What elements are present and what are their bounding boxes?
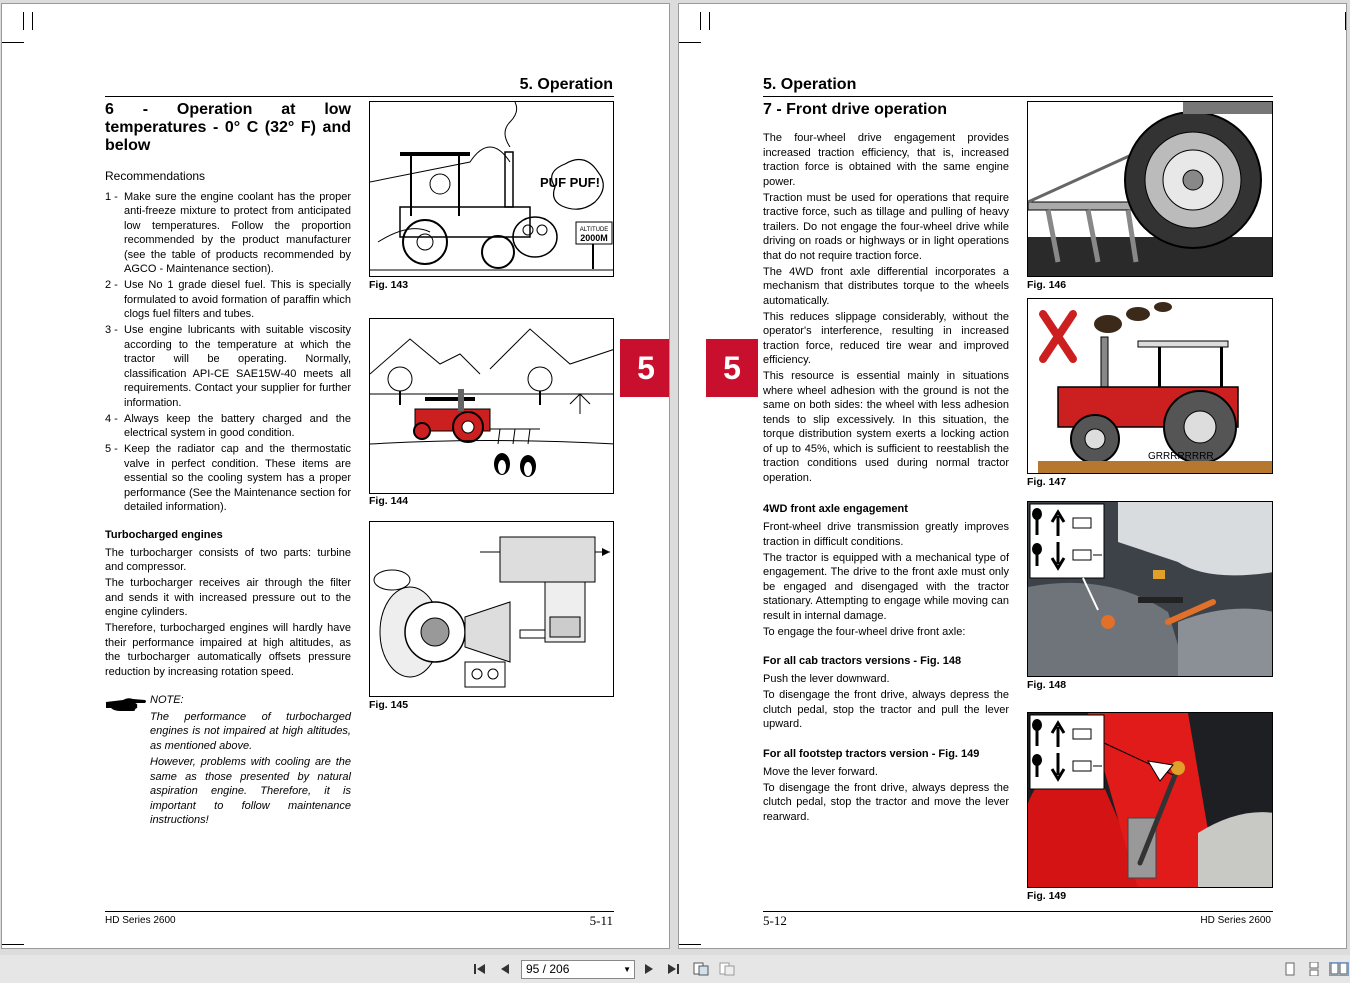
paragraph: To disengage the front drive, always depress the clutch pedal, stop the tractor and move the lever rearward.	[763, 781, 1009, 823]
crop-mark	[2, 42, 24, 43]
crop-mark	[700, 12, 701, 30]
list-item-text: Keep the radiator cap and the thermostatic valve in perfect condition. These items are essential so the cooling system has a proper performance (See the Maintenance section for detailed information).	[124, 443, 351, 513]
turbo-text	[105, 546, 351, 680]
crop-mark	[679, 42, 701, 43]
left-text-column	[105, 101, 351, 830]
crop-mark	[1345, 12, 1346, 30]
right-text-column	[763, 101, 1009, 826]
section-heading: 6 - Operation at low temperatures - 0° C (32° F) and below	[105, 101, 351, 154]
list-item-text: Make sure the engine coolant has the proper anti-freeze mixture to protect from anticipated low temperatures. Follow the proportion recommended by the product manufacturer (see the table of products recommended by AGCO - Maintenance section).	[124, 190, 351, 275]
chevron-down-icon: ▼	[623, 965, 631, 974]
paragraph: Front-wheel drive transmission greatly improves traction in difficult conditions.	[763, 521, 1009, 548]
figure-143-cartoon	[369, 101, 614, 277]
paragraph: This resource is essential mainly in situations where wheel adhesion with the ground is not the same on both sides: the wheel with less adhesion tends to slip excessively. In this situation, the torque distribution system exerts a locking action of up to 45%, which is sufficient to reestablish the traction conditions used during normal tractor operation.	[763, 370, 1009, 484]
paragraph: The turbocharger consists of two parts: turbine and compressor.	[105, 546, 351, 573]
next-page-icon[interactable]	[642, 962, 656, 976]
page-number-select[interactable]	[521, 960, 635, 979]
figure-caption: Fig. 149	[1027, 890, 1067, 902]
turbo-title: Turbocharged engines	[105, 528, 223, 541]
paragraph: This reduces slippage considerably, without the operator's interference, resulting in increased traction force, reduced tire wear and improved efficiency.	[763, 310, 1009, 366]
note-label: NOTE:	[150, 694, 184, 706]
paragraph: The tractor is equipped with a mechanical type of engagement. The drive to the front axle must only be engaged and disengaged with the tractor stationary. Attempting to engage while moving can result in internal damage.	[763, 551, 1009, 622]
figure-caption: Fig. 143	[369, 279, 409, 291]
intro-text	[763, 131, 1009, 485]
paragraph: Therefore, turbocharged engines will hardly have their performance impaired at high altitudes, as the turbocharger automatically offsets pressure reduction by increasing rotation speed.	[105, 622, 351, 678]
list-item-number: 3 -	[105, 324, 118, 336]
paragraph: Push the lever downward.	[763, 673, 890, 685]
figure-caption: Fig. 145	[369, 699, 409, 711]
two-page-view-icon[interactable]	[1329, 962, 1349, 976]
fig143-sign-line1: ALTITUDE	[579, 227, 609, 233]
recommendations-title: Recommendations	[105, 169, 206, 183]
cab-versions-text	[763, 672, 1009, 732]
list-item-text: Use No 1 grade diesel fuel. This is specially formulated to avoid formation of paraffin which clogs fuel filters and tubes.	[124, 279, 351, 320]
figure-145-turbo-diagram	[369, 521, 614, 697]
list-item-text: Always keep the battery charged and the electrical system in good condition.	[124, 412, 351, 439]
footer-page-number: 5-11	[589, 913, 613, 928]
crop-mark	[2, 944, 24, 945]
fit-page-icon[interactable]	[693, 962, 707, 976]
single-page-view-icon[interactable]	[1283, 962, 1297, 976]
header-rule	[763, 96, 1273, 97]
engagement-title: 4WD front axle engagement	[763, 503, 908, 515]
list-item	[105, 442, 351, 515]
section-tab-marker: 5	[620, 339, 670, 397]
paragraph: To engage the four-wheel drive front axle:	[763, 625, 966, 638]
figure-144-cartoon	[369, 318, 614, 494]
fig143-bubble: PUF PUF!	[540, 175, 600, 190]
crop-mark	[669, 12, 670, 30]
list-item-text: Use engine lubricants with suitable viscosity according to the temperature at which the tractor will be operating. Normally, classification API-CE SAE15W-40 meets all requirements. Contact your supplier for further information.	[124, 324, 351, 409]
list-item-number: 5 -	[105, 443, 118, 455]
crop-mark	[32, 12, 33, 30]
paragraph: Traction must be used for operations that require tractive force, such as tillage and pulling of heavy trailers. Do not engage the four-wheel drive while driving on roads or highways or in light operations that do not require traction force.	[763, 191, 1009, 262]
fig143-sign-line2: 2000M	[580, 233, 608, 243]
pointing-hand-icon	[105, 693, 150, 830]
figure-148-cab-lever-photo	[1027, 501, 1273, 677]
list-item	[105, 323, 351, 410]
section-tab-marker: 5	[706, 339, 758, 397]
engagement-text	[763, 520, 1009, 639]
recommendations-list	[105, 190, 351, 515]
footstep-version-title: For all footstep tractors version - Fig. 149	[763, 747, 980, 760]
figure-147-red-tractor-cartoon	[1027, 298, 1273, 474]
note-paragraph: The performance of turbocharged engines is not impaired at high altitudes, as mentioned above.	[150, 710, 351, 752]
figure-149-footstep-lever-photo	[1027, 712, 1273, 888]
list-item	[105, 190, 351, 277]
header-rule	[105, 96, 614, 97]
paragraph: The 4WD front axle differential incorporates a mechanism that distributes torque to the wheels automatically.	[763, 265, 1009, 307]
right-page	[678, 3, 1347, 949]
page-header: 5. Operation	[519, 76, 613, 93]
first-page-icon[interactable]	[473, 962, 487, 976]
note-paragraph: However, problems with cooling are the same as those presented by natural aspiration engine. Therefore, it is important to follow maintenance instructions!	[150, 756, 351, 826]
prev-page-icon[interactable]	[498, 962, 512, 976]
fit-width-icon[interactable]	[719, 962, 733, 976]
list-item-number: 1 -	[105, 190, 118, 203]
figure-caption: Fig. 147	[1027, 476, 1067, 488]
paragraph: The four-wheel drive engagement provides increased traction efficiency, that is, increased traction force is obtained with the same engine power.	[763, 132, 1009, 188]
figure-caption: Fig. 144	[369, 495, 409, 507]
list-item-number: 4 -	[105, 412, 118, 425]
footer-rule	[105, 911, 614, 912]
figure-caption: Fig. 148	[1027, 679, 1067, 691]
figure-146-tractor-wheel	[1027, 101, 1273, 277]
footer-series: HD Series 2600	[1200, 915, 1271, 926]
last-page-icon[interactable]	[666, 962, 680, 976]
paragraph: To disengage the front drive, always depress the clutch pedal, stop the tractor and pull the lever upward.	[763, 689, 1009, 730]
footer-series: HD Series 2600	[105, 915, 176, 926]
footer-rule	[763, 911, 1273, 912]
footstep-version-text	[763, 765, 1009, 825]
page-header: 5. Operation	[763, 76, 857, 93]
cab-versions-title: For all cab tractors versions - Fig. 148	[763, 655, 962, 667]
list-item	[105, 412, 351, 441]
crop-mark	[709, 12, 710, 30]
continuous-view-icon[interactable]	[1307, 962, 1321, 976]
section-heading: 7 - Front drive operation	[763, 101, 948, 118]
footer-page-number: 5-12	[763, 913, 787, 928]
figure-caption: Fig. 146	[1027, 279, 1067, 291]
crop-mark	[679, 944, 701, 945]
note-text	[150, 710, 351, 828]
list-item	[105, 278, 351, 322]
viewer-toolbar	[0, 955, 1350, 983]
fig147-sound: GRRRRRRRR	[1148, 451, 1214, 462]
page-number-value: 95 / 206	[526, 962, 570, 976]
paragraph: The turbocharger receives air through the filter and sends it with increased pressure out to the engine cylinders.	[105, 577, 351, 618]
paragraph: Move the lever forward.	[763, 765, 878, 778]
list-item-number: 2 -	[105, 279, 118, 291]
crop-mark	[23, 12, 24, 30]
left-page	[1, 3, 670, 949]
note-block	[105, 693, 351, 830]
